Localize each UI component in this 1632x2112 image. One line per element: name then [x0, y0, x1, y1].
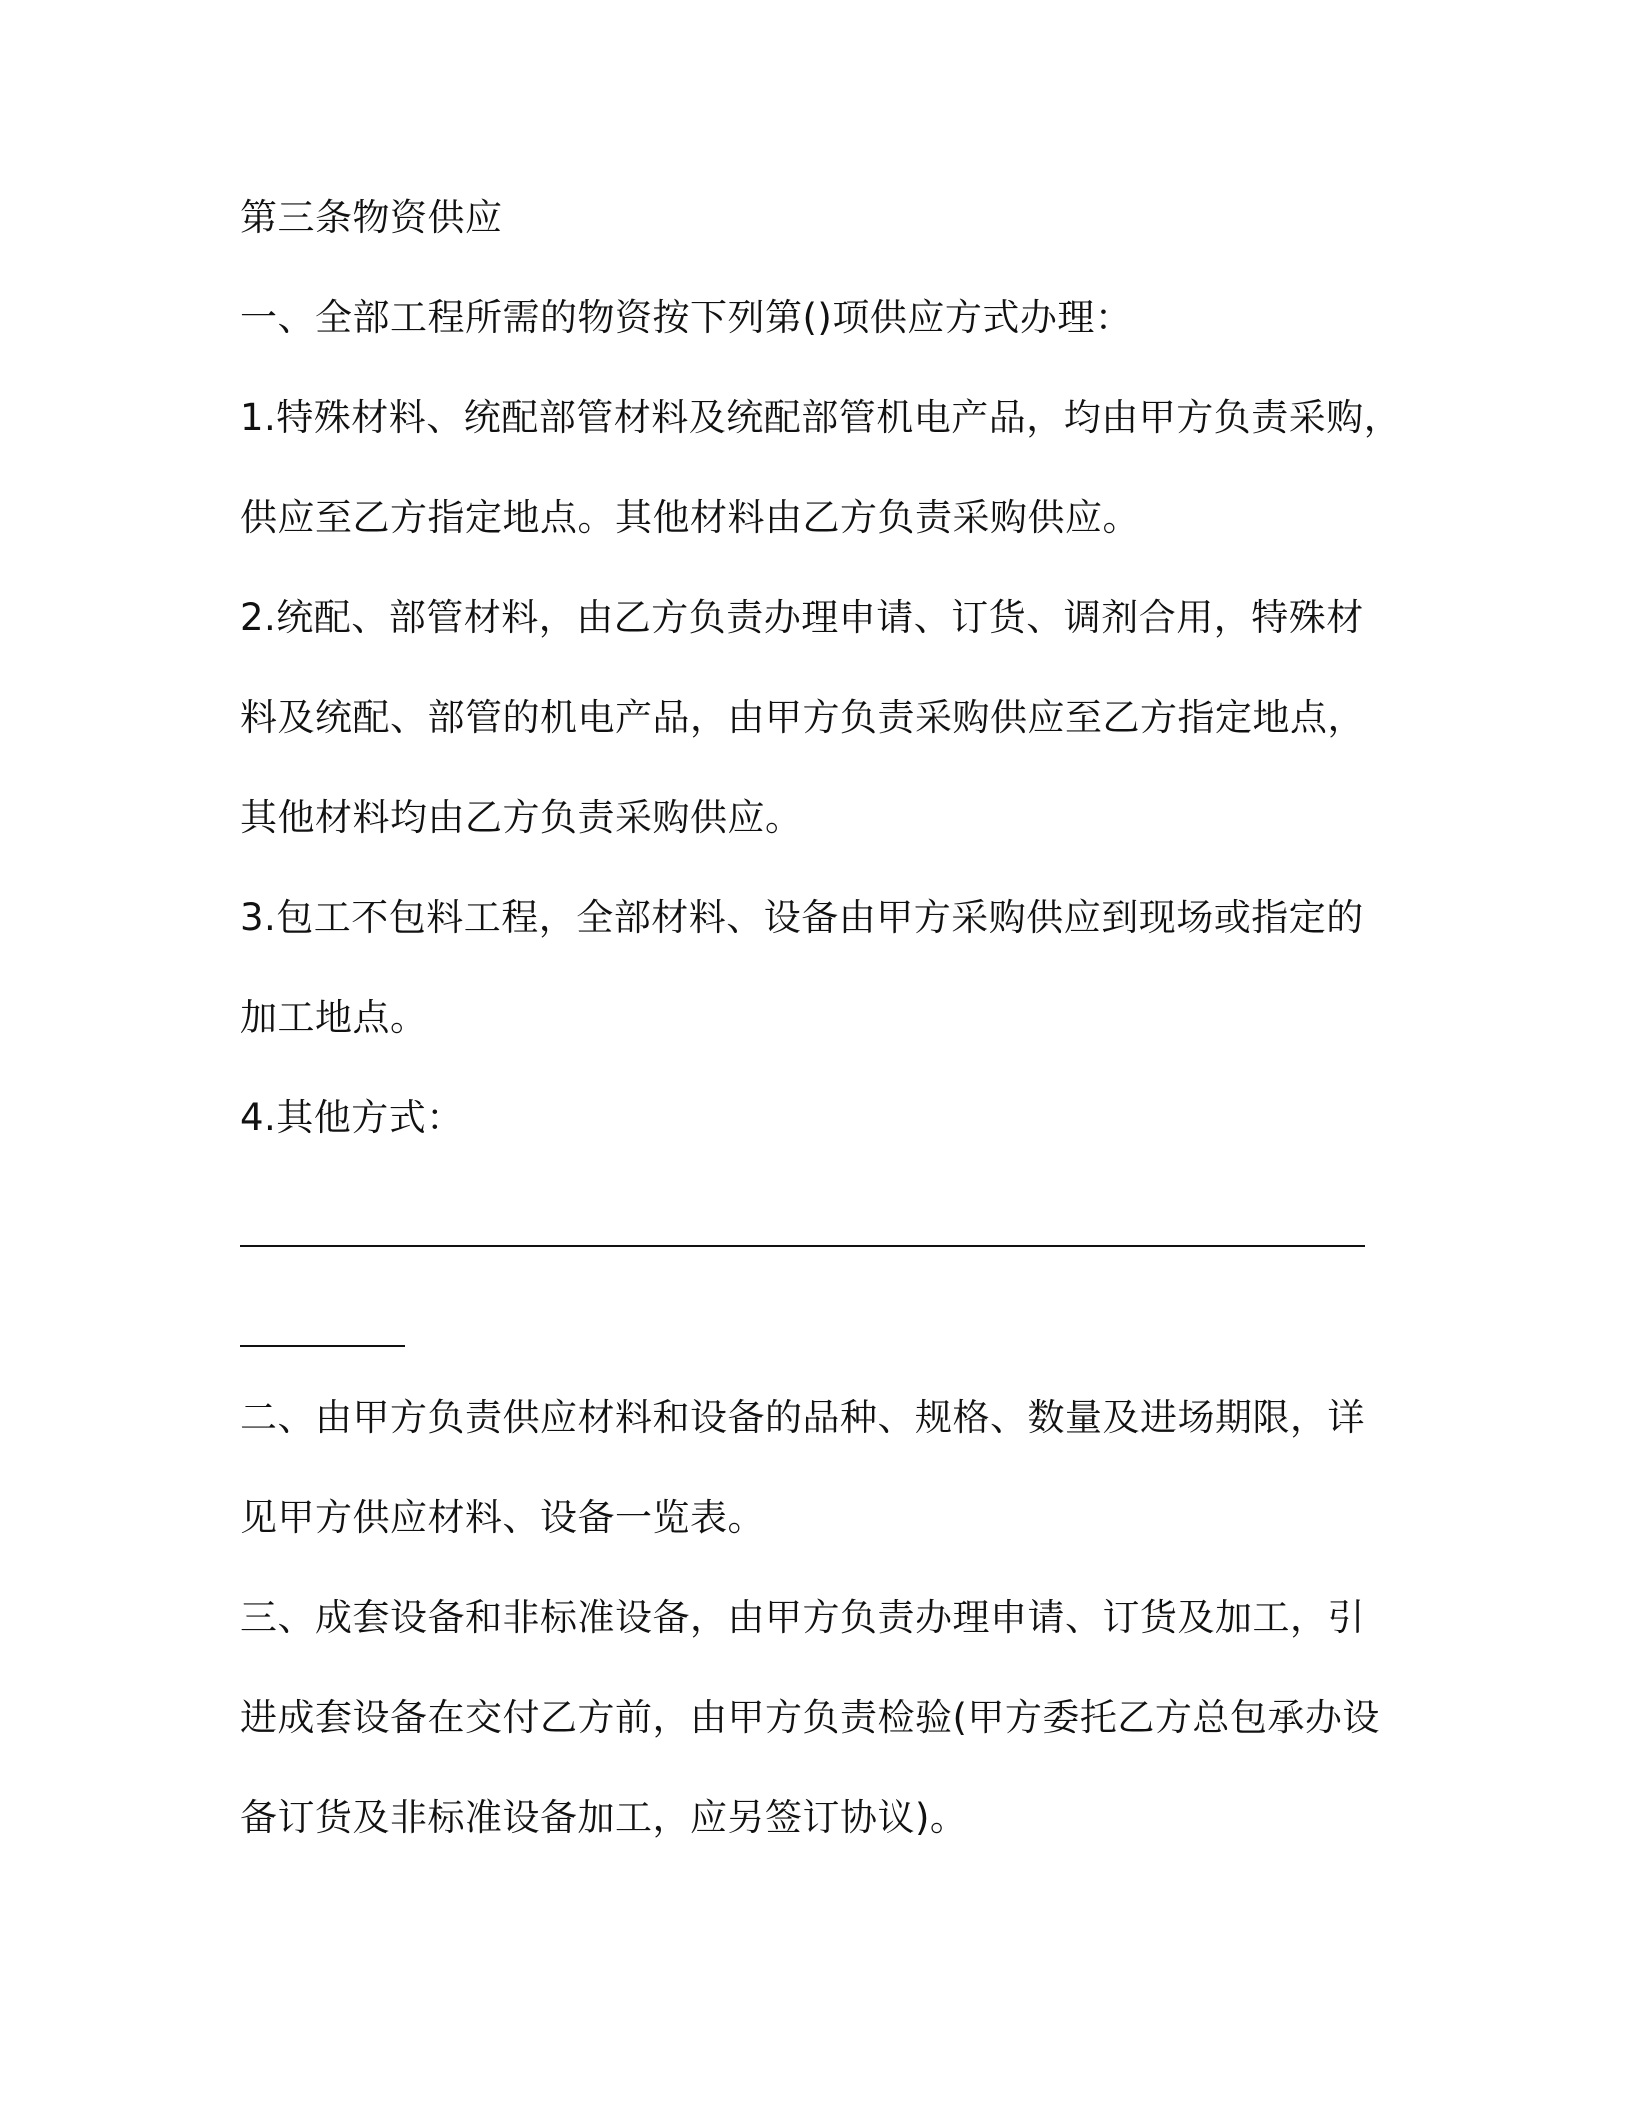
paragraph-line: 料及统配、部管的机电产品，由甲方负责采购供应至乙方指定地点， — [240, 696, 1365, 739]
paragraph-line: 三、成套设备和非标准设备，由甲方负责办理申请、订货及加工，引 — [240, 1596, 1365, 1639]
paragraph-line: 3.包工不包料工程，全部材料、设备由甲方采购供应到现场或指定的 — [240, 896, 1364, 939]
paragraph-line: 进成套设备在交付乙方前，由甲方负责检验(甲方委托乙方总包承办设 — [240, 1696, 1380, 1739]
paragraph-line: 二、由甲方负责供应材料和设备的品种、规格、数量及进场期限，详 — [240, 1396, 1365, 1439]
paragraph-line: 一、全部工程所需的物资按下列第()项供应方式办理： — [240, 296, 1133, 339]
blank-fill-line — [240, 1245, 1365, 1247]
paragraph-line: 1.特殊材料、统配部管材料及统配部管机电产品，均由甲方负责采购， — [240, 396, 1402, 439]
paragraph-line: 加工地点。 — [240, 996, 428, 1039]
paragraph-line: 备订货及非标准设备加工，应另签订协议)。 — [240, 1796, 968, 1839]
paragraph-line: 2.统配、部管材料，由乙方负责办理申请、订货、调剂合用，特殊材 — [240, 596, 1364, 639]
paragraph-line: 4.其他方式： — [240, 1096, 464, 1139]
section-heading: 第三条物资供应 — [240, 196, 503, 239]
paragraph-line: 其他材料均由乙方负责采购供应。 — [240, 796, 803, 839]
paragraph-line: 见甲方供应材料、设备一览表。 — [240, 1496, 765, 1539]
paragraph-line: 供应至乙方指定地点。其他材料由乙方负责采购供应。 — [240, 496, 1140, 539]
blank-fill-line — [240, 1345, 405, 1347]
